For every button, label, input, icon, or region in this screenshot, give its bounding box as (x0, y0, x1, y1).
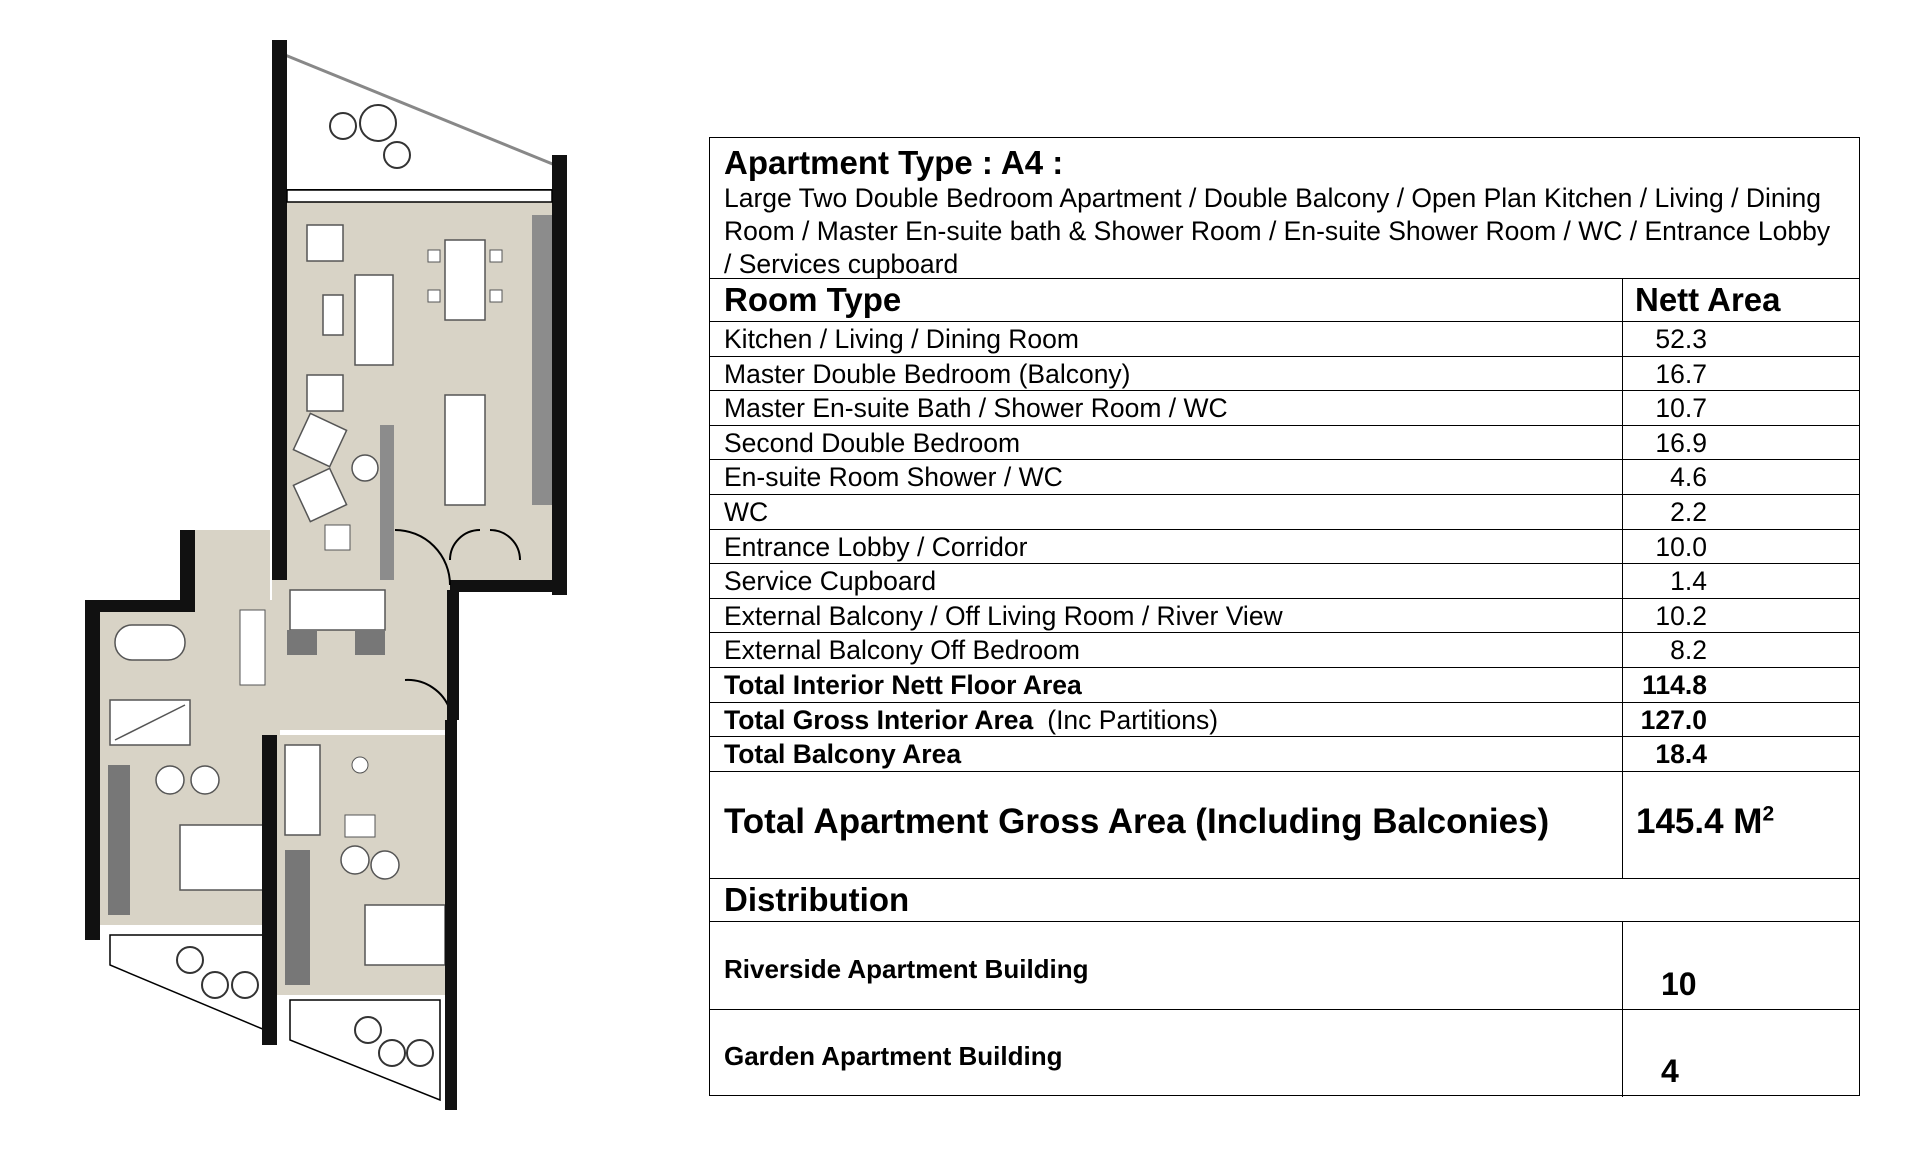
table-row (710, 633, 1859, 668)
table-row (710, 599, 1859, 634)
total-row (710, 668, 1859, 703)
total-label-text: Total Balcony Area (724, 739, 962, 770)
room-area: 16.7 (1655, 358, 1707, 389)
apartment-header (710, 138, 1859, 279)
table-row (710, 460, 1859, 495)
room-area: 10.0 (1655, 531, 1707, 562)
header-nett-area: Nett Area (1635, 281, 1781, 318)
distribution-heading-row (710, 879, 1859, 922)
room-area: 10.2 (1655, 600, 1707, 631)
total-label (724, 739, 975, 770)
total-area: 18.4 (1655, 739, 1707, 770)
room-name: External Balcony / Off Living Room / River View (724, 600, 1283, 631)
distribution-count: 10 (1661, 966, 1697, 1002)
room-area: 4.6 (1670, 462, 1707, 493)
total-area: 114.8 (1642, 670, 1707, 700)
room-name: WC (724, 497, 769, 527)
apartment-title: Apartment Type : A4 : (724, 144, 1064, 181)
distribution-row (710, 922, 1859, 1010)
room-area: 1.4 (1670, 566, 1707, 597)
distribution-count: 4 (1661, 1053, 1679, 1089)
room-area: 2.2 (1670, 497, 1707, 527)
table-row (710, 426, 1859, 461)
table-row (710, 530, 1859, 565)
floor-plan (0, 0, 700, 1161)
total-label (724, 705, 1218, 736)
room-area: 8.2 (1670, 635, 1707, 666)
gross-area-row (710, 768, 1859, 879)
total-label-text: Total Gross Interior Area (724, 704, 1034, 735)
distribution-building: Garden Apartment Building (724, 1041, 1063, 1071)
room-area: 52.3 (1655, 324, 1707, 354)
table-row (710, 391, 1859, 426)
table-row (710, 564, 1859, 599)
room-name: Entrance Lobby / Corridor (724, 531, 1028, 562)
room-name: Master En-suite Bath / Shower Room / WC (724, 393, 1228, 424)
total-row (710, 737, 1859, 772)
table-row (710, 357, 1859, 392)
total-label-text: Total Interior Nett Floor Area (724, 670, 1082, 700)
total-label-suffix: (Inc Partitions) (1047, 704, 1219, 735)
apartment-spec-table (709, 137, 1860, 1096)
total-area: 127.0 (1640, 704, 1707, 735)
total-label (724, 670, 1096, 701)
table-row (710, 322, 1859, 357)
room-name: Second Double Bedroom (724, 427, 1021, 458)
total-row (710, 703, 1859, 738)
header-room-type: Room Type (724, 281, 902, 318)
room-name: Service Cupboard (724, 566, 937, 597)
room-name: Kitchen / Living / Dining Room (724, 324, 1079, 354)
table-row (710, 495, 1859, 530)
gross-area-label: Total Apartment Gross Area (Including Balconies) (724, 802, 1550, 841)
gross-area-value: 145.4 $M^2$ (1636, 802, 1775, 841)
room-area: 16.9 (1655, 427, 1707, 458)
distribution-row (710, 1010, 1859, 1097)
apartment-description: Large Two Double Bedroom Apartment / Double Balcony / Open Plan Kitchen / Living / Dining Room / Master En-suite bath & Shower Room / En-suite Shower Room / WC / Entrance Lobby / Services cupboard (724, 183, 1831, 279)
room-name: Master Double Bedroom (Balcony) (724, 358, 1131, 389)
distribution-heading: Distribution (724, 881, 910, 918)
room-name: En-suite Room Shower / WC (724, 462, 1063, 493)
room-area: 10.7 (1655, 393, 1707, 424)
table-header-row (710, 279, 1859, 322)
distribution-building: Riverside Apartment Building (724, 954, 1089, 984)
room-name: External Balcony Off Bedroom (724, 635, 1080, 666)
